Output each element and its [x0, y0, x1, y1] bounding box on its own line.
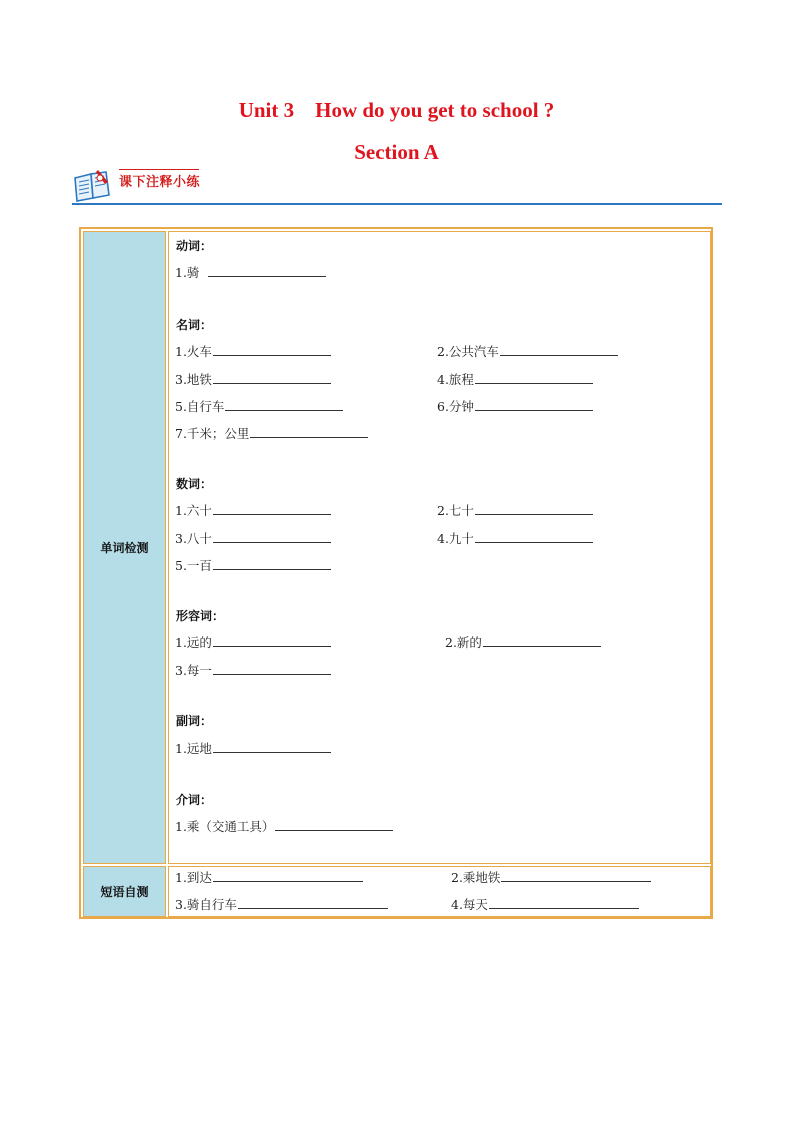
answer-blank[interactable] [238, 897, 388, 909]
vocab-item: 5.一百 [175, 556, 331, 574]
vocab-item: 4.九十 [437, 529, 593, 547]
phrase-content-cell [168, 866, 711, 917]
page-subtitle: Section A [354, 140, 439, 164]
vocab-item: 1.骑 [175, 263, 326, 281]
phrase-label: 短语自测 [100, 885, 149, 899]
vocab-item: 7.千米；公里 [175, 424, 368, 442]
vocab-item: 1.火车 [175, 342, 331, 360]
answer-blank[interactable] [225, 399, 343, 411]
vocab-label: 单词检测 [100, 541, 149, 555]
answer-blank[interactable] [213, 558, 331, 570]
answer-blank[interactable] [475, 531, 593, 543]
adjectives-heading: 形容词： [176, 609, 225, 623]
phrase-item: 4.每天 [451, 895, 639, 913]
open-book-icon [72, 168, 114, 202]
vocab-item: 3.八十 [175, 529, 331, 547]
numerals-heading: 数词： [176, 477, 213, 491]
vocab-item: 4.旅程 [437, 370, 593, 388]
answer-blank[interactable] [213, 531, 331, 543]
answer-blank[interactable] [489, 897, 639, 909]
phrase-item: 2.乘地铁 [451, 868, 651, 886]
vocab-item: 1.乘（交通工具） [175, 817, 393, 835]
banner-overline [119, 169, 199, 170]
answer-blank[interactable] [475, 372, 593, 384]
vocab-item: 1.远的 [175, 633, 331, 651]
answer-blank[interactable] [213, 503, 331, 515]
vocab-item: 5.自行车 [175, 397, 343, 415]
section-banner [72, 168, 722, 206]
answer-blank[interactable] [213, 741, 331, 753]
answer-blank[interactable] [213, 344, 331, 356]
answer-blank[interactable] [475, 399, 593, 411]
vocab-item: 2.七十 [437, 501, 593, 519]
vocab-item: 6.分钟 [437, 397, 593, 415]
answer-blank[interactable] [213, 372, 331, 384]
page-title: Unit 3 How do you get to school ? [238, 98, 555, 122]
banner-label: 课下注释小练 [119, 175, 201, 190]
answer-blank[interactable] [208, 265, 326, 277]
answer-blank[interactable] [213, 663, 331, 675]
vocab-content-cell [168, 231, 711, 864]
vocab-item: 3.地铁 [175, 370, 331, 388]
phrase-item: 3.骑自行车 [175, 895, 388, 913]
vocab-item: 3.每一 [175, 661, 331, 679]
answer-blank[interactable] [500, 344, 618, 356]
answer-blank[interactable] [213, 870, 363, 882]
phrase-item: 1.到达 [175, 868, 363, 886]
worksheet-table [79, 227, 713, 919]
adverbs-heading: 副词： [176, 714, 213, 728]
answer-blank[interactable] [250, 426, 368, 438]
phrase-label-cell [83, 866, 166, 917]
answer-blank[interactable] [213, 635, 331, 647]
answer-blank[interactable] [275, 819, 393, 831]
vocab-item: 1.六十 [175, 501, 331, 519]
nouns-heading: 名词： [176, 318, 213, 332]
vocab-item: 1.远地 [175, 739, 331, 757]
vocab-item: 2.新的 [445, 633, 601, 651]
vocab-item: 2.公共汽车 [437, 342, 618, 360]
verbs-heading: 动词： [176, 239, 213, 253]
answer-blank[interactable] [475, 503, 593, 515]
prepositions-heading: 介词： [176, 793, 213, 807]
vocab-label-cell [83, 231, 166, 864]
banner-rule [72, 203, 722, 205]
answer-blank[interactable] [483, 635, 601, 647]
answer-blank[interactable] [501, 870, 651, 882]
